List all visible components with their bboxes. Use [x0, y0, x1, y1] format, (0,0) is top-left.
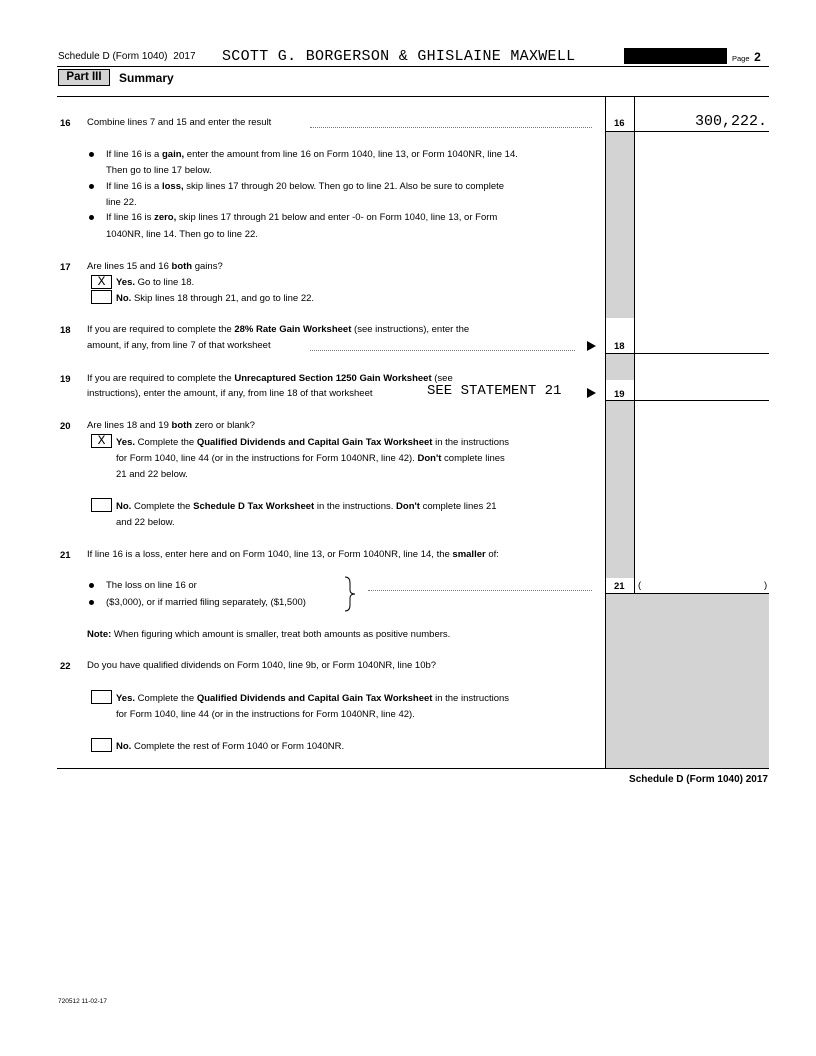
form-year: 2017 — [173, 51, 196, 62]
line-19-text-2: instructions), enter the amount, if any, from line 18 of that worksheet — [87, 388, 373, 399]
line-16-amount[interactable]: 300,222. — [694, 113, 767, 130]
line-21-paren-close: ) — [764, 580, 768, 591]
bullet-zero-text: If line 16 is zero, skip lines 17 through 21 below and enter -0- on Form 1040, line 13, or Form — [106, 212, 498, 223]
line-21-paren-open: ( — [638, 580, 642, 591]
col-rule-mid — [634, 96, 635, 593]
bullet-gain — [89, 152, 94, 157]
line-21-bullet-2 — [89, 600, 94, 605]
line-16-number: 16 — [60, 118, 71, 129]
part-label-text: Part III — [66, 71, 102, 83]
col-rule-left — [605, 96, 606, 768]
line-17-question: Are lines 15 and 16 both gains? — [87, 261, 223, 272]
row-rule-18 — [605, 353, 769, 354]
line-18-text-2: amount, if any, from line 7 of that worksheet — [87, 340, 271, 351]
line-22-no-text: No. Complete the rest of Form 1040 or Form 1040NR. — [116, 741, 345, 752]
line-17-yes-checkbox[interactable]: X — [91, 275, 112, 289]
line-20-yes-text: Yes. Complete the Qualified Dividends and Capital Gain Tax Worksheet in the instructions — [116, 437, 510, 448]
bullet-loss-text: If line 16 is a loss, skip lines 17 through 20 below. Then go to line 21. Also be sure to complete — [106, 181, 505, 192]
line-17-number: 17 — [60, 262, 71, 273]
ssn-redaction-block — [624, 48, 727, 64]
line-22-question: Do you have qualified dividends on Form 1040, line 9b, or Form 1040NR, line 10b? — [87, 660, 437, 671]
part-label — [58, 69, 110, 86]
header-rule — [57, 66, 769, 67]
page-number: 2 — [754, 50, 761, 64]
line-16-box: 16 — [614, 118, 625, 129]
line-19-arrow — [587, 388, 596, 398]
line-20-number: 20 — [60, 421, 71, 432]
line-18-leader — [310, 350, 575, 351]
line-22-yes-checkbox[interactable] — [91, 690, 112, 704]
line-21-bullet-2-text: ($3,000), or if married filing separately, ($1,500) — [106, 597, 306, 608]
line-17-no-text: No. Skip lines 18 through 21, and go to line 22. — [116, 293, 315, 304]
line-21-leader — [368, 590, 592, 591]
shade-col-18-19 — [606, 353, 634, 380]
bullet-loss-text-2: line 22. — [106, 197, 137, 208]
taxpayer-name: SCOTT G. BORGERSON & GHISLAINE MAXWELL — [222, 48, 576, 65]
bullet-zero — [89, 215, 94, 220]
line-18-box: 18 — [614, 341, 625, 352]
page-label: Page — [732, 54, 750, 63]
part-title: Summary — [119, 71, 174, 85]
row-rule-19 — [605, 400, 769, 401]
line-21-text: If line 16 is a loss, enter here and on Form 1040, line 13, or Form 1040NR, line 14, the smaller of: — [87, 549, 499, 560]
line-20-yes-text-3: 21 and 22 below. — [116, 469, 188, 480]
line-22-yes-text: Yes. Complete the Qualified Dividends and Capital Gain Tax Worksheet in the instructions — [116, 693, 510, 704]
line-19-number: 19 — [60, 374, 71, 385]
line-20-no-checkbox[interactable] — [91, 498, 112, 512]
bottom-rule — [57, 768, 769, 769]
line-16-leader — [310, 127, 592, 128]
row-rule-16 — [605, 131, 769, 132]
bullet-loss — [89, 184, 94, 189]
line-16-text: Combine lines 7 and 15 and enter the result — [87, 117, 272, 128]
line-17-yes-text: Yes. Go to line 18. — [116, 277, 195, 288]
line-17-no-checkbox[interactable] — [91, 290, 112, 304]
line-22-number: 22 — [60, 661, 71, 672]
bullet-zero-text-2: 1040NR, line 14. Then go to line 22. — [106, 229, 258, 240]
line-22-yes-text-2: for Form 1040, line 44 (or in the instructions for Form 1040NR, line 42). — [116, 709, 415, 720]
shade-col-16-21 — [606, 131, 634, 318]
bullet-gain-text: If line 16 is a gain, enter the amount from line 16 on Form 1040, line 13, or Form 1040NR, line 14. — [106, 149, 518, 160]
row-rule-21 — [605, 593, 769, 594]
line-20-no-text-2: and 22 below. — [116, 517, 175, 528]
shade-bottom-block — [606, 593, 769, 768]
line-19-text: If you are required to complete the Unrecaptured Section 1250 Gain Worksheet (see — [87, 373, 453, 384]
bullet-gain-text-2: Then go to line 17 below. — [106, 165, 212, 176]
line-21-bullet-1 — [89, 583, 94, 588]
line-21-note: Note: When figuring which amount is smaller, treat both amounts as positive numbers. — [87, 629, 451, 640]
line-19-box: 19 — [614, 389, 625, 400]
line-18-arrow — [587, 341, 596, 351]
line-20-yes-checkbox[interactable]: X — [91, 434, 112, 448]
line-20-no-text: No. Complete the Schedule D Tax Worksheet in the instructions. Don't complete lines 21 — [116, 501, 497, 512]
line-18-text: If you are required to complete the 28% Rate Gain Worksheet (see instructions), enter the — [87, 324, 470, 335]
line-21-number: 21 — [60, 550, 71, 561]
form-name: Schedule D (Form 1040) — [58, 51, 168, 62]
line-18-number: 18 — [60, 325, 71, 336]
line-21-brace — [343, 576, 357, 612]
shade-col-20 — [606, 400, 634, 578]
line-19-statement-ref: SEE STATEMENT 21 — [427, 383, 562, 399]
part-rule — [57, 96, 769, 97]
line-20-question: Are lines 18 and 19 both zero or blank? — [87, 420, 255, 431]
footer-code: 720512 11-02-17 — [58, 998, 108, 1005]
line-21-bullet-1-text: The loss on line 16 or — [106, 580, 197, 591]
line-20-yes-text-2: for Form 1040, line 44 (or in the instructions for Form 1040NR, line 42). Don't complete lines — [116, 453, 505, 464]
line-22-no-checkbox[interactable] — [91, 738, 112, 752]
footer-form-label: Schedule D (Form 1040) 2017 — [629, 774, 768, 785]
line-21-box: 21 — [614, 581, 625, 592]
